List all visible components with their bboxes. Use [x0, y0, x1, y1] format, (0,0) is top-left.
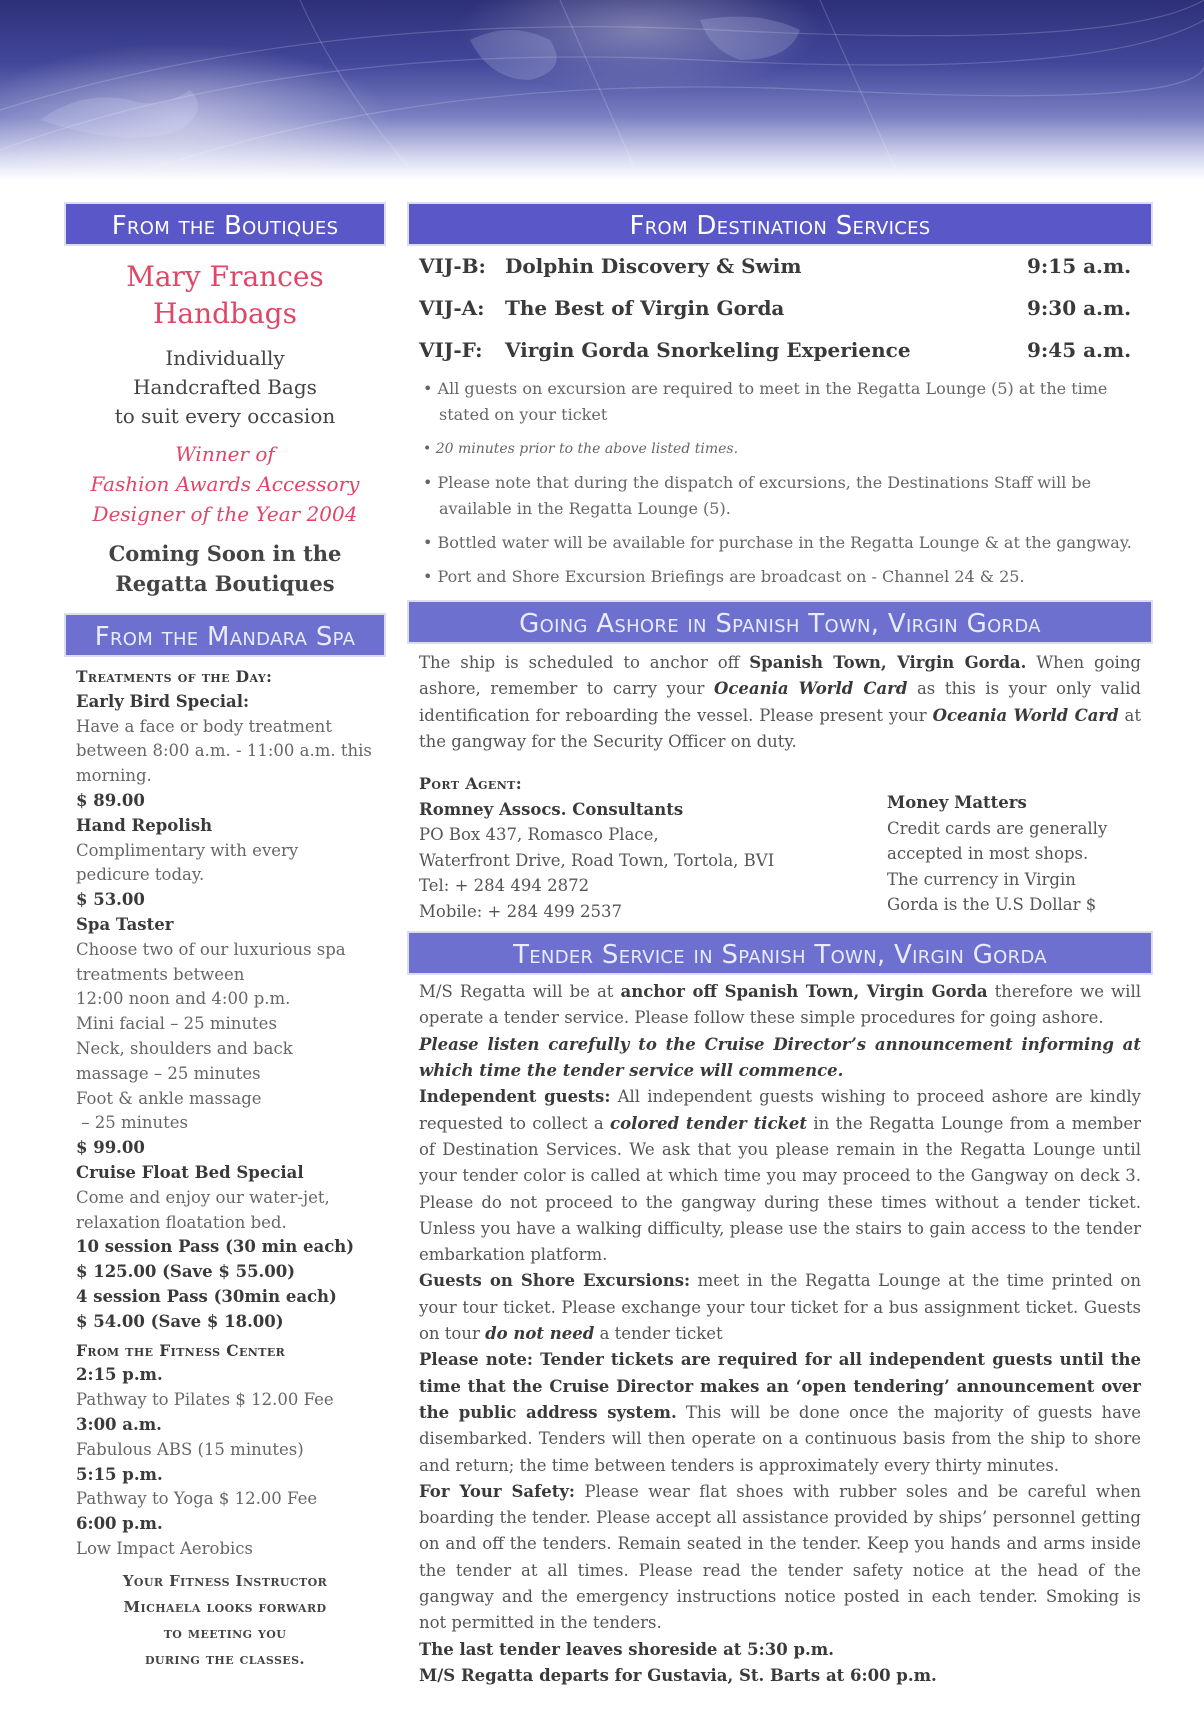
spa-treatments: Treatments of the Day: Early Bird Special: Have a face or body treatment between 8:00 a.m. - 11:00 a.m. this morning. $ 89.00 Hand Repolish Complimentary with every pedicure today. $ 53.00 Spa Taster Choose two of our luxurious spa treatments between 12:00 noon and 4:00 p.m. Mini facial – 25 minutes Neck, shoulders and back massage – 25 minutes Foot & ankle massage – 25 minutes $ 99.00 Cruise Float Bed Special Come and enjoy our water-jet, relaxation floatation bed. 10 session Pass (30 min each) $ 125.00 (Save $ 55.00) 4 session Pass (30min each) $ 54.00 (Save $ 18.00) From the Fitness Center 2:15 p.m. Pathway to Pilates $ 12.00 Fee 3:00 a.m. Fabulous ABS (15 minutes) 5:15 p.m. Pathway to Yoga $ 12.00 Fee 6:00 p.m. Low Impact Aerobics — [64, 665, 386, 1562]
boutiques-header: From the Boutiques — [64, 202, 386, 246]
boutique-product-description: Individually Handcrafted Bags to suit every occasion — [114, 346, 336, 428]
boutique-coming-soon: Coming Soon in the Regatta Boutiques — [108, 541, 342, 596]
port-agent: Port Agent: Romney Assocs. Consultants PO Box 437, Romasco Place, Waterfront Drive, Road Town, Tortola, BVI Tel: + 284 494 2872 Mobile: + 284 499 2537 — [419, 774, 775, 921]
last-tender-notice: The last tender leaves shoreside at 5:30 p.m. — [419, 1639, 834, 1659]
hand-repolish-price: $ 53.00 — [76, 890, 145, 910]
treatments-heading: Treatments of the Day: — [76, 667, 273, 686]
fitness-heading: From the Fitness Center — [76, 1340, 286, 1360]
spa-taster-title: Spa Taster — [76, 914, 174, 934]
list-item: • Bottled water will be available for purchase in the Regatta Lounge & at the gangway. — [423, 533, 1132, 552]
excursion-list — [407, 246, 1153, 372]
spa-taster-price: $ 99.00 — [76, 1138, 145, 1158]
port-agent-section — [407, 771, 1153, 921]
excursion-row: VIJ-A: The Best of Virgin Gorda 9:30 a.m. — [419, 296, 1132, 320]
fitness-instructor-signoff: Your Fitness Instructor Michaela looks forward to meeting you during the classes. — [122, 1571, 328, 1668]
list-item: • Port and Shore Excursion Briefings are broadcast on - Channel 24 & 25. — [423, 567, 1025, 586]
list-item: • 20 minutes prior to the above listed times. — [423, 441, 739, 457]
destination-header: From Destination Services — [407, 202, 1153, 246]
excursion-row: VIJ-B: Dolphin Discovery & Swim 9:15 a.m. — [419, 254, 1132, 278]
destination-notes — [407, 376, 1153, 590]
going-ashore-header: Going Ashore in Spanish Town, Virgin Gorda — [407, 600, 1153, 644]
money-matters: Money Matters Credit cards are generally accepted in most shops. The currency in Virgin Gorda is the U.S Dollar $ — [887, 793, 1108, 915]
list-item: • All guests on excursion are required to meet in the Regatta Lounge (5) at the time stated on your ticket — [423, 379, 1108, 424]
tender-service-text: M/S Regatta will be at anchor off Spanish Town, Virgin Gorda therefore we will operate a tender service. Please follow these simple procedures for going ashore. Please listen carefully to the Cruise Director’s announcement informing at which time the tender service will commence. Independent guests: All independent guests wishing to proceed ashore are kindly requested to collect a colored tender ticket in the Regatta Lounge from a member of Destination Services. We ask that you please remain in the Regatta Lounge until your tender color is called at which time you may proceed to the Gangway on deck 3. Please do not proceed to the gangway during these times without a tender ticket. Unless you have a walking difficulty, please use the stairs to gain access to the tender embarkation platform. Guests on Shore Excursions: meet in the Regatta Lounge at the time printed on your tour ticket. Please exchange your tour ticket for a bus assignment ticket. Guests on tour do not need a tender ticket Please note: Tender tickets are required for all independent guests until the time that the Cruise Director makes an ‘open tendering’ announcement over the public address system. This will be done once the majority of guests have disembarked. Tenders will then operate on a continuous basis from the ship to shore and return; the time between tenders is approximately every thirty minutes. For Your Safety: Please wear flat shoes with rubber soles and be careful when boarding the tender. Please accept all assistance provided by ships’ personnel getting on and off the tenders. Remain seated in the tender. Keep you hands and arms inside the tender at all times. Please read the tender safety notice at the head of the gangway and the emergency instructions notice posted in each tender. Smoking is not permitted in the tenders. The last tender leaves shoreside at 5:30 p.m. M/S Regatta departs for Gustavia, St. Barts at 6:00 p.m. — [407, 979, 1153, 1689]
spa-header: From the Mandara Spa — [64, 613, 386, 657]
world-map-decoration — [0, 0, 1204, 180]
excursion-row: VIJ-F: Virgin Gorda Snorkeling Experience 9:45 a.m. — [419, 338, 1132, 362]
header-banner — [0, 0, 1204, 180]
early-bird-title: Early Bird Special: — [76, 691, 250, 711]
right-column — [407, 202, 1153, 1689]
going-ashore-text: The ship is scheduled to anchor off Spanish Town, Virgin Gorda. When going ashore, remember to carry your Oceania World Card as this is your only valid identification for reboarding the vessel. Please present your Oceania World Card at the gangway for the Security Officer on duty. — [419, 653, 1142, 751]
tender-service-header: Tender Service in Spanish Town, Virgin Gorda — [407, 931, 1153, 975]
list-item: • Please note that during the dispatch of excursions, the Destinations Staff will be available in the Regatta Lounge (5). — [423, 473, 1092, 518]
departure-notice: M/S Regatta departs for Gustavia, St. Barts at 6:00 p.m. — [419, 1665, 937, 1685]
early-bird-price: $ 89.00 — [76, 790, 145, 810]
boutique-award: Winner of Fashion Awards Accessory Designer of the Year 2004 — [90, 442, 360, 526]
boutique-product-title: Mary Frances Handbags — [126, 260, 324, 330]
float-bed-title: Cruise Float Bed Special — [76, 1162, 304, 1182]
hand-repolish-title: Hand Repolish — [76, 815, 213, 835]
left-column — [64, 202, 386, 1672]
